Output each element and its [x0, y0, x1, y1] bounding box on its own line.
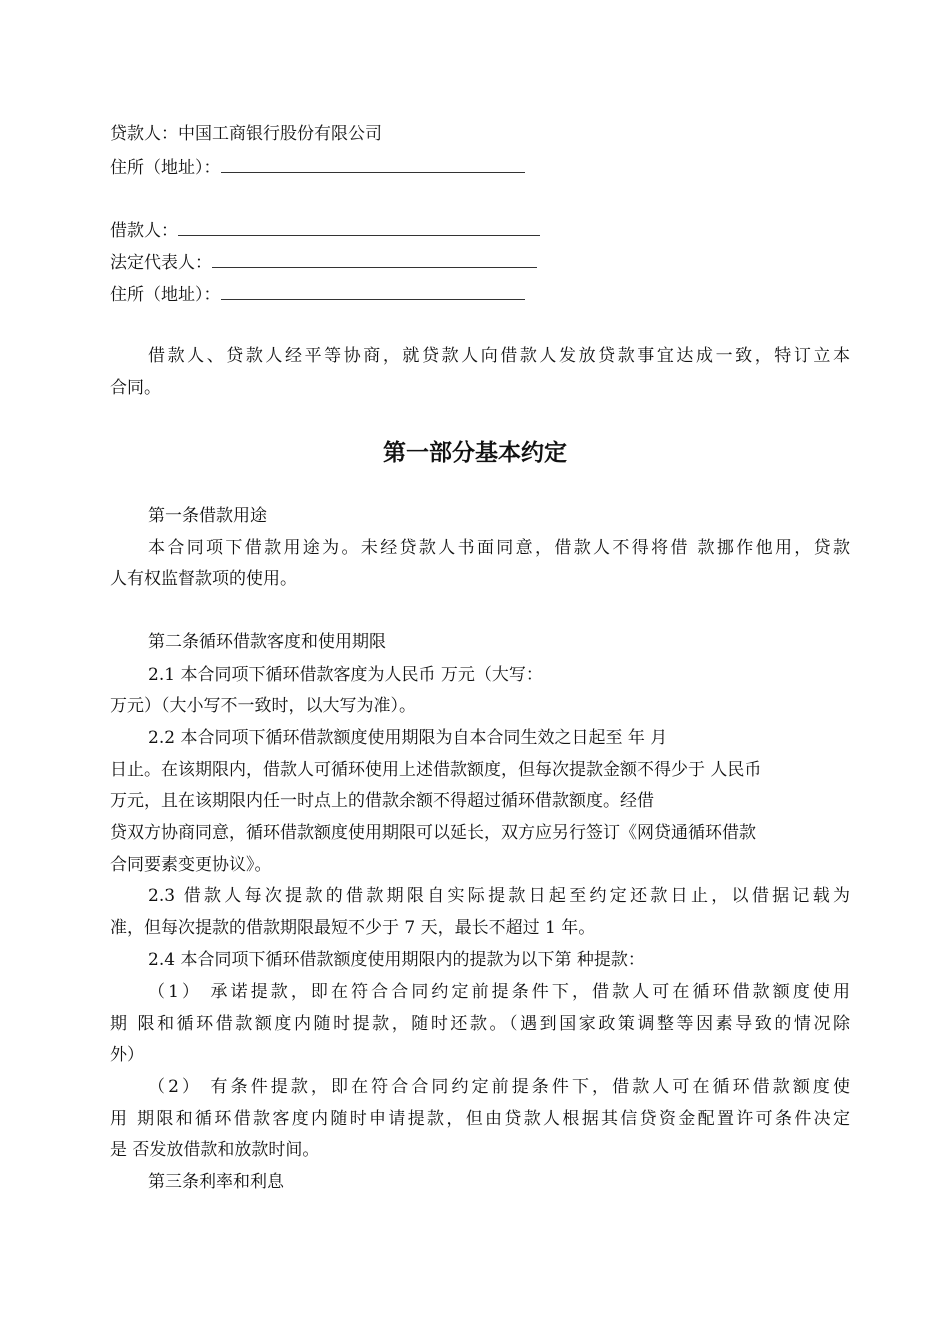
lender-address-blank[interactable]	[221, 156, 525, 173]
clause-2-3-line-1: 2.3 借款人每次提款的借款期限自实际提款日起至约定还款日止，以借据记载为	[148, 886, 850, 906]
article-1-line-2: 人有权监督款项的使用。	[110, 569, 297, 589]
clause-2-2-line-3: 万元，且在该期限内任一时点上的借款余额不得超过循环借款额度。经借	[110, 791, 654, 811]
borrower-label: 借款人：	[110, 221, 178, 241]
lender-address-label: 住所（地址）：	[110, 158, 221, 178]
article-1-heading: 第一条借款用途	[148, 506, 267, 526]
clause-2-2-line-2: 日止。在该期限内，借款人可循环使用上述借款额度，但每次提款金额不得少于 人民币	[110, 760, 762, 780]
item-1-line-3: 外）	[110, 1045, 144, 1065]
article-2-heading: 第二条循环借款客度和使用期限	[148, 632, 386, 652]
clause-2-3-line-2: 准，但每次提款的借款期限最短不少于 7 天，最长不超过 1 年。	[110, 918, 596, 938]
intro-line-2: 合同。	[110, 378, 161, 398]
clause-2-2-line-5: 合同要素变更协议》。	[110, 855, 272, 875]
legal-rep-line	[110, 251, 537, 274]
clause-2-1-line-2: 万元）（大小写不一致时，以大写为准）。	[110, 696, 416, 716]
item-2-line-1: （2） 有条件提款，即在符合合同约定前提条件下，借款人可在循环借款额度使	[148, 1077, 850, 1097]
item-1-line-1: （1） 承诺提款，即在符合合同约定前提条件下，借款人可在循环借款额度使用	[148, 982, 850, 1002]
legal-rep-label: 法定代表人：	[110, 253, 212, 273]
article-3-heading: 第三条利率和利息	[148, 1172, 284, 1192]
borrower-address-label: 住所（地址）：	[110, 285, 221, 305]
borrower-address-line	[110, 283, 525, 306]
borrower-address-blank[interactable]	[221, 283, 525, 300]
borrower-line	[110, 219, 540, 242]
legal-rep-blank[interactable]	[212, 251, 537, 268]
clause-2-1-line-1: 2.1 本合同项下循环借款客度为人民币 万元（大写：	[148, 665, 543, 685]
borrower-blank[interactable]	[178, 219, 540, 236]
intro-line-1: 借款人、贷款人经平等协商，就贷款人向借款人发放贷款事宜达成一致，特订立本	[148, 346, 850, 366]
section-title: 第一部分基本约定	[383, 440, 567, 466]
article-1-line-1: 本合同项下借款用途为。未经贷款人书面同意，借款人不得将借 款挪作他用，贷款	[148, 538, 850, 558]
item-2-line-3: 是 否发放借款和放款时间。	[110, 1140, 320, 1160]
clause-2-2-line-4: 贷双方协商同意，循环借款额度使用期限可以延长，双方应另行签订《网贷通循环借款	[110, 823, 756, 843]
item-2-line-2: 用 期限和循环借款客度内随时申请提款，但由贷款人根据其信贷资金配置许可条件决定	[110, 1109, 850, 1129]
lender-address-line	[110, 156, 525, 179]
clause-2-2-line-1: 2.2 本合同项下循环借款额度使用期限为自本合同生效之日起至 年 月	[148, 728, 668, 748]
item-1-line-2: 期 限和循环借款额度内随时提款，随时还款。（遇到国家政策调整等因素导致的情况除	[110, 1014, 850, 1034]
clause-2-4-line-1: 2.4 本合同项下循环借款额度使用期限内的提款为以下第 种提款：	[148, 950, 645, 970]
lender-line: 贷款人：中国工商银行股份有限公司	[110, 124, 382, 144]
